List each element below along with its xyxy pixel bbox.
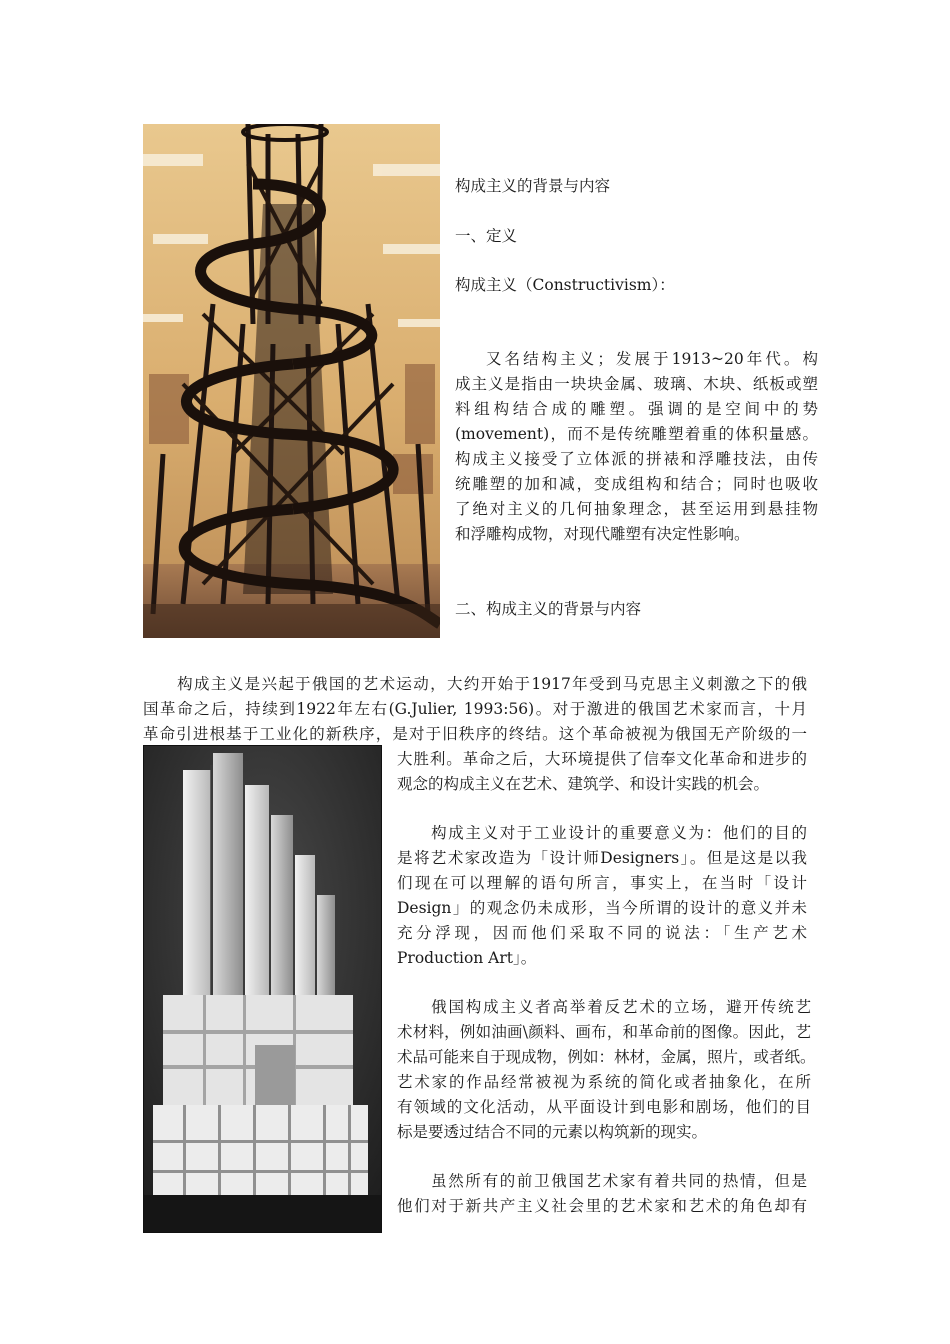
paragraph-line: Production Art」。 [397,949,537,967]
intro-cont-line: 观念的构成主义在艺术、建筑学、和设计实践的机会。 [397,775,770,793]
definition-line: (movement)，而不是传统雕塑着重的体积量感。 [455,425,818,443]
intro-line: 构成主义是兴起于俄国的艺术运动，大约开始于1917年受到马克思主义刺激之下的俄 [177,675,807,693]
definition-paragraph [455,347,818,547]
paragraph-line: Design」的观念仍未成形，当今所谓的设计的意义并未 [397,899,807,917]
definition-line: 统雕塑的加和减，变成组构和结合；同时也吸收 [455,475,818,493]
paragraph-line: 术品可能来自于现成物，例如：林材，金属，照片，或者纸。 [397,1048,816,1066]
section-heading-background: 二、构成主义的背景与内容 [455,600,642,618]
paragraph-line: 术材料，例如油画\颜料、画布，和革命前的图像。因此，艺 [397,1023,811,1041]
paragraph-line: 有领域的文化活动，从平面设计到电影和剧场，他们的目 [397,1098,811,1116]
term-heading: 构成主义（Constructivism）： [455,276,675,294]
paragraph-line: 虽然所有的前卫俄国艺术家有着共同的热情，但是 [431,1172,807,1190]
intro-paragraph [143,672,807,747]
intro-line: 革命引进根基于工业化的新秩序，是对于旧秩序的终结。这个革命被视为俄国无产阶级的一 [143,725,807,743]
definition-line: 和浮雕构成物，对现代雕塑有决定性影响。 [455,525,750,543]
architectural-model-photo [143,745,382,1233]
avant-garde-paragraph [397,1169,807,1219]
paragraph-line: 俄国构成主义者高举着反艺术的立场，避开传统艺 [431,998,811,1016]
paragraph-line: 是将艺术家改造为「设计师Designers」。但是这是以我 [397,849,807,867]
paragraph-line: 们现在可以理解的语句所言，事实上，在当时「设计 [397,874,807,892]
architectural-model-image [143,745,382,1233]
paragraph-line: 标是要透过结合不同的元素以构筑新的现实。 [397,1123,708,1141]
paragraph-line: 构成主义对于工业设计的重要意义为：他们的目的 [431,824,807,842]
intro-cont-line: 大胜利。革命之后，大环境提供了信奉文化革命和进步的 [397,750,807,768]
intro-line: 国革命之后，持续到1922年左右(G.Julier, 1993:56)。对于激进的俄国艺术家而言，十月 [143,700,807,718]
definition-line: 成主义是指由一块块金属、玻璃、木块、纸板或塑 [455,375,818,393]
definition-line: 又名结构主义；发展于1913~20年代。构 [486,350,818,368]
paragraph-line: 他们对于新共产主义社会里的艺术家和艺术的角色却有 [397,1197,807,1215]
paragraph-line: 艺术家的作品经常被视为系统的简化或者抽象化，在所 [397,1073,811,1091]
paragraph-line: 充分浮现，因而他们采取不同的说法：「生产艺术 [397,924,807,942]
document-title: 构成主义的背景与内容 [455,177,611,195]
intro-continued [397,747,807,797]
industrial-design-paragraph [397,821,807,971]
anti-art-paragraph [397,995,816,1145]
definition-line: 料组构结合成的雕塑。强调的是空间中的势 [455,400,818,418]
section-heading-definition: 一、定义 [455,227,518,245]
tower-model-photo [143,124,440,638]
tower-model-image [143,124,440,638]
definition-line: 了绝对主义的几何抽象理念，甚至运用到悬挂物 [455,500,818,518]
definition-line: 构成主义接受了立体派的拼裱和浮雕技法，由传 [455,450,818,468]
